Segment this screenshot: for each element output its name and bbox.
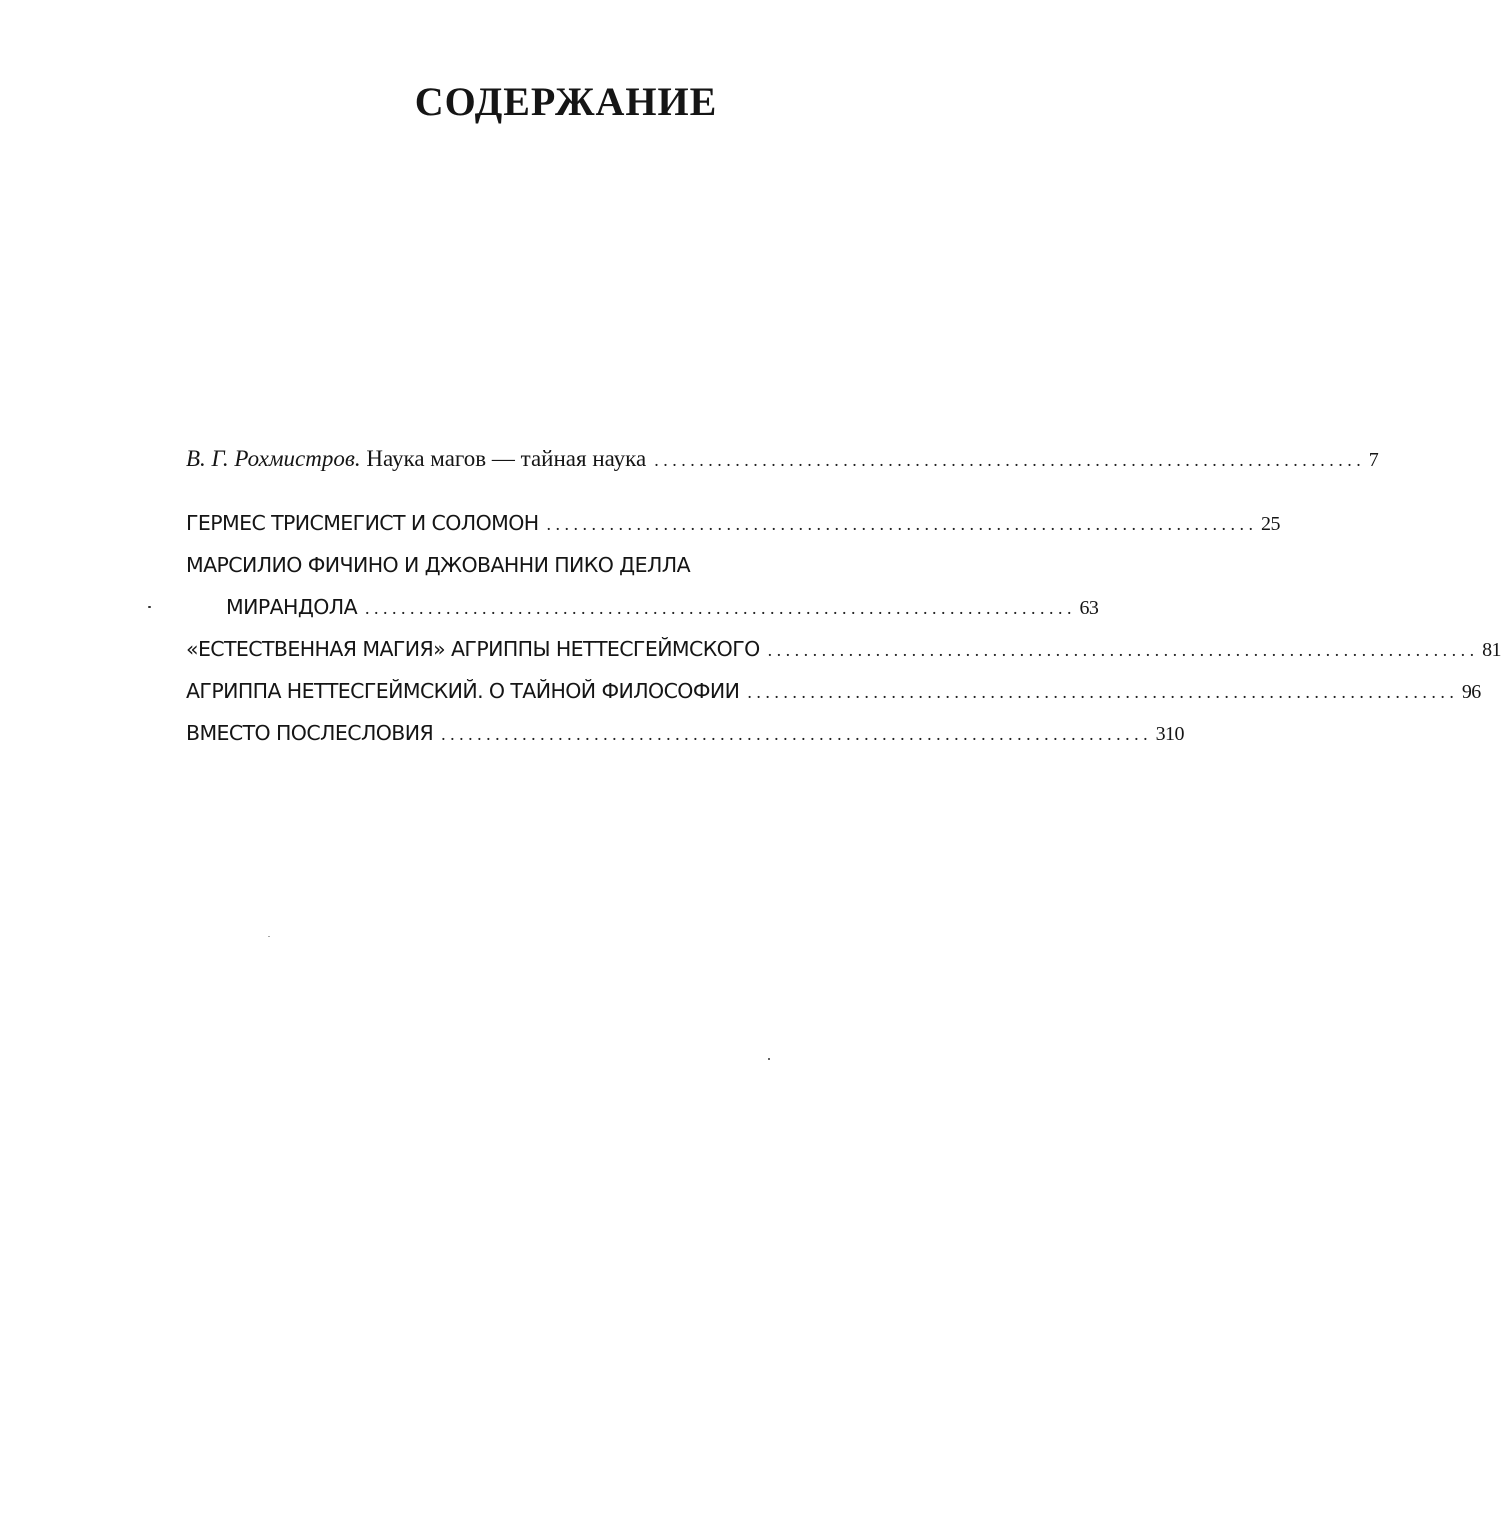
toc-entry: [186, 670, 1481, 712]
dot-leader: [739, 671, 1462, 713]
toc-entry-title-line2: МИРАНДОЛА: [226, 595, 358, 619]
print-speck: [148, 606, 151, 608]
toc-entry-intro: [186, 438, 1379, 480]
toc-page-number: 25: [1261, 513, 1280, 535]
toc-page-number: 96: [1461, 681, 1481, 703]
dot-leader: [357, 587, 1080, 629]
table-of-contents: [186, 438, 1501, 754]
dot-leader: [539, 503, 1262, 545]
toc-entry-line2: [186, 586, 1099, 628]
toc-page-number: 63: [1079, 597, 1099, 619]
toc-entry-text: [186, 438, 646, 480]
toc-entry: [186, 544, 1099, 628]
dot-leader: [646, 439, 1369, 481]
toc-page-number: 7: [1368, 449, 1379, 471]
toc-entry: [186, 712, 1184, 754]
toc-entry-title: Наука магов — тайная наука: [366, 446, 647, 471]
toc-entry-title: ВМЕСТО ПОСЛЕСЛОВИЯ: [186, 721, 434, 745]
toc-entry-author: В. Г. Рохмистров.: [186, 446, 361, 471]
print-speck: [268, 936, 270, 937]
toc-entry: [186, 502, 1280, 544]
print-speck: [768, 1058, 770, 1060]
dot-leader: [433, 713, 1156, 755]
toc-entry-title: ГЕРМЕС ТРИСМЕГИСТ И СОЛОМОН: [186, 511, 539, 535]
toc-entry: [186, 628, 1501, 670]
toc-entry-title: АГРИППА НЕТТЕСГЕЙМСКИЙ. О ТАЙНОЙ ФИЛОСОФИИ: [186, 679, 740, 703]
toc-entry-title-line1: МАРСИЛИО ФИЧИНО И ДЖОВАННИ ПИКО ДЕЛЛА: [186, 553, 690, 577]
toc-entry-title: «ЕСТЕСТВЕННАЯ МАГИЯ» АГРИППЫ НЕТТЕСГЕЙМСКОГО: [186, 637, 760, 661]
toc-page-number: 81: [1482, 639, 1501, 661]
toc-page-number: 310: [1155, 723, 1184, 745]
dot-leader: [760, 629, 1483, 671]
page-title: СОДЕРЖАНИЕ: [414, 79, 718, 124]
